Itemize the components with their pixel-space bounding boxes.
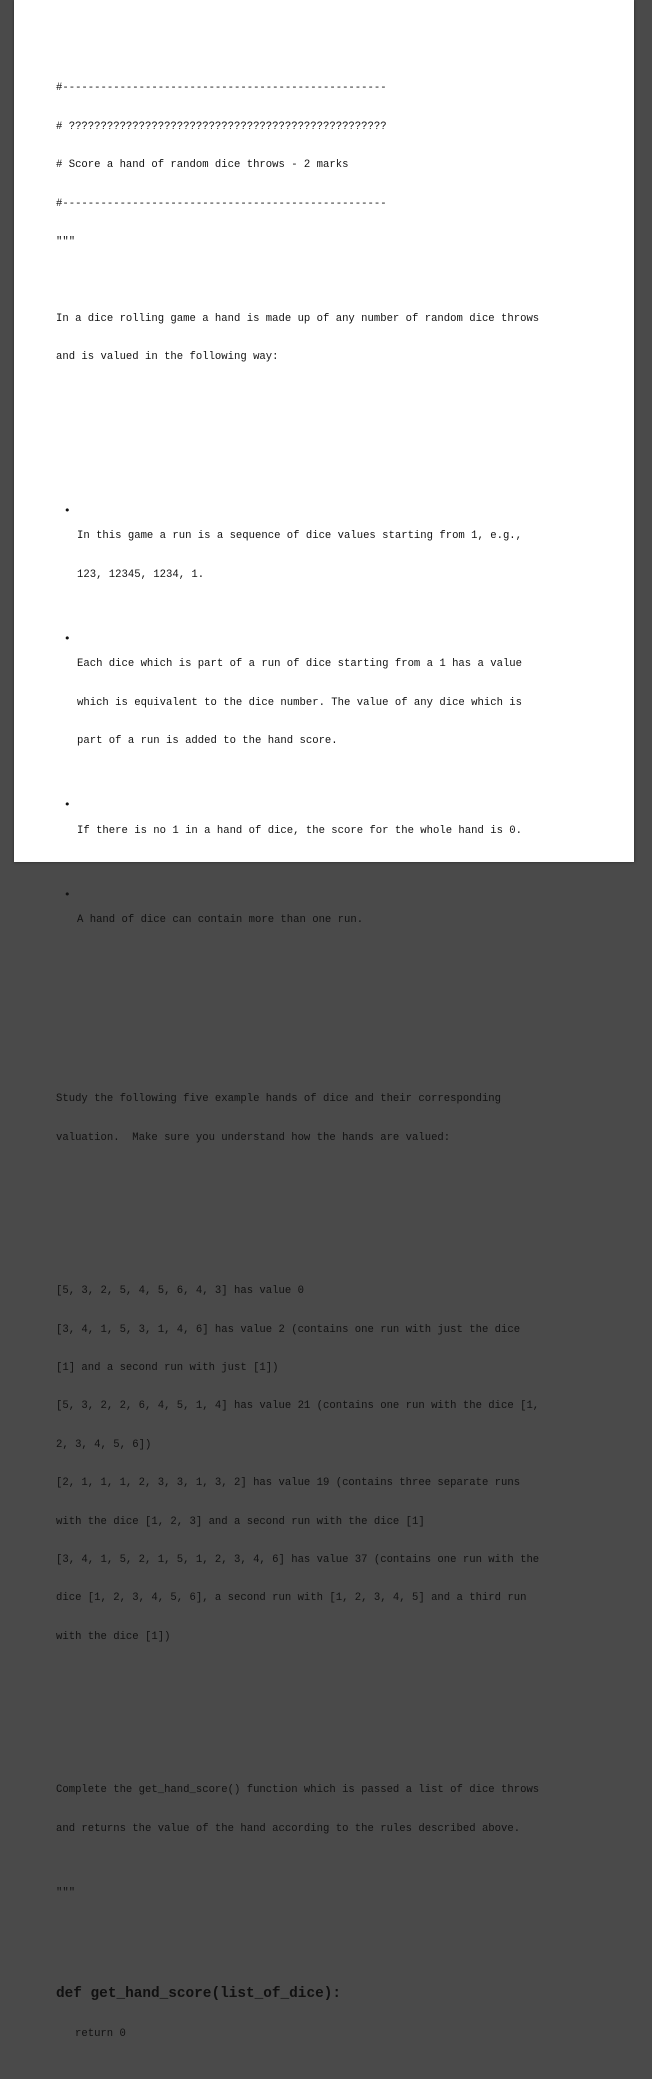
- rule-item: [56, 799, 596, 863]
- complete-paragraph: [56, 1759, 596, 1861]
- study-line: Study the following five example hands of dice and their corresponding: [56, 1093, 502, 1106]
- example-line: [5, 3, 2, 2, 6, 4, 5, 1, 4] has value 21 (contains one run with the dice [1,: [56, 1400, 540, 1413]
- rule-line: • In this game a run is a sequence of dice values starting from 1, e.g.,: [77, 530, 523, 543]
- comment-rule-bottom: #---------------------------------------------------: [56, 197, 387, 210]
- example-line: 2, 3, 4, 5, 6]): [56, 1438, 152, 1451]
- study-line: valuation. Make sure you understand how the hands are valued:: [56, 1131, 451, 1144]
- examples-block: [56, 1260, 596, 1670]
- study-paragraph: [56, 1068, 596, 1170]
- example-line: with the dice [1]): [56, 1630, 171, 1643]
- docstring-open: """: [56, 235, 76, 248]
- complete-line: and returns the value of the hand according to the rules described above.: [56, 1822, 521, 1835]
- rule-line: which is equivalent to the dice number. The value of any dice which is: [77, 696, 523, 709]
- rule-line: • A hand of dice can contain more than one run.: [77, 914, 364, 927]
- rule-item: [56, 633, 596, 774]
- rule-item: [56, 505, 596, 607]
- docstring-close: """: [56, 1886, 76, 1899]
- intro-line: In a dice rolling game a hand is made up of any number of random dice throws: [56, 312, 540, 325]
- rule-line: • Each dice which is part of a run of dice starting from a 1 has a value: [77, 658, 523, 671]
- return-statement: return 0: [75, 2027, 126, 2040]
- complete-line: Complete the get_hand_score() function which is passed a list of dice throws: [56, 1784, 540, 1797]
- example-line: [5, 3, 2, 5, 4, 5, 6, 4, 3] has value 0: [56, 1285, 304, 1298]
- rule-line: • If there is no 1 in a hand of dice, the score for the whole hand is 0.: [77, 824, 523, 837]
- example-line: [3, 4, 1, 5, 3, 1, 4, 6] has value 2 (contains one run with just the dice: [56, 1323, 521, 1336]
- comment-rule-top: #---------------------------------------------------: [56, 82, 387, 95]
- example-line: [3, 4, 1, 5, 2, 1, 5, 1, 2, 3, 4, 6] has value 37 (contains one run with the: [56, 1554, 540, 1567]
- intro-paragraph: [56, 287, 596, 389]
- example-line: [2, 1, 1, 1, 2, 3, 3, 1, 3, 2] has value 19 (contains three separate runs: [56, 1477, 521, 1490]
- document-page: [14, 0, 634, 2040]
- function-definition: def get_hand_score(list_of_dice):: [56, 1986, 341, 2003]
- example-line: [1] and a second run with just [1]): [56, 1362, 279, 1375]
- document-content: [56, 44, 596, 2079]
- rule-line: 123, 12345, 1234, 1.: [77, 568, 205, 581]
- rule-item: [56, 889, 596, 953]
- rule-line: part of a run is added to the hand score.: [77, 735, 338, 748]
- rules-list: [56, 479, 596, 978]
- example-line: with the dice [1, 2, 3] and a second run with the dice [1]: [56, 1515, 425, 1528]
- intro-line: and is valued in the following way:: [56, 351, 279, 364]
- example-line: dice [1, 2, 3, 4, 5, 6], a second run with [1, 2, 3, 4, 5] and a third run: [56, 1592, 527, 1605]
- comment-score-line: # Score a hand of random dice throws - 2 marks: [56, 159, 349, 172]
- comment-question-marks: # ??????????????????????????????????????????????????: [56, 120, 387, 133]
